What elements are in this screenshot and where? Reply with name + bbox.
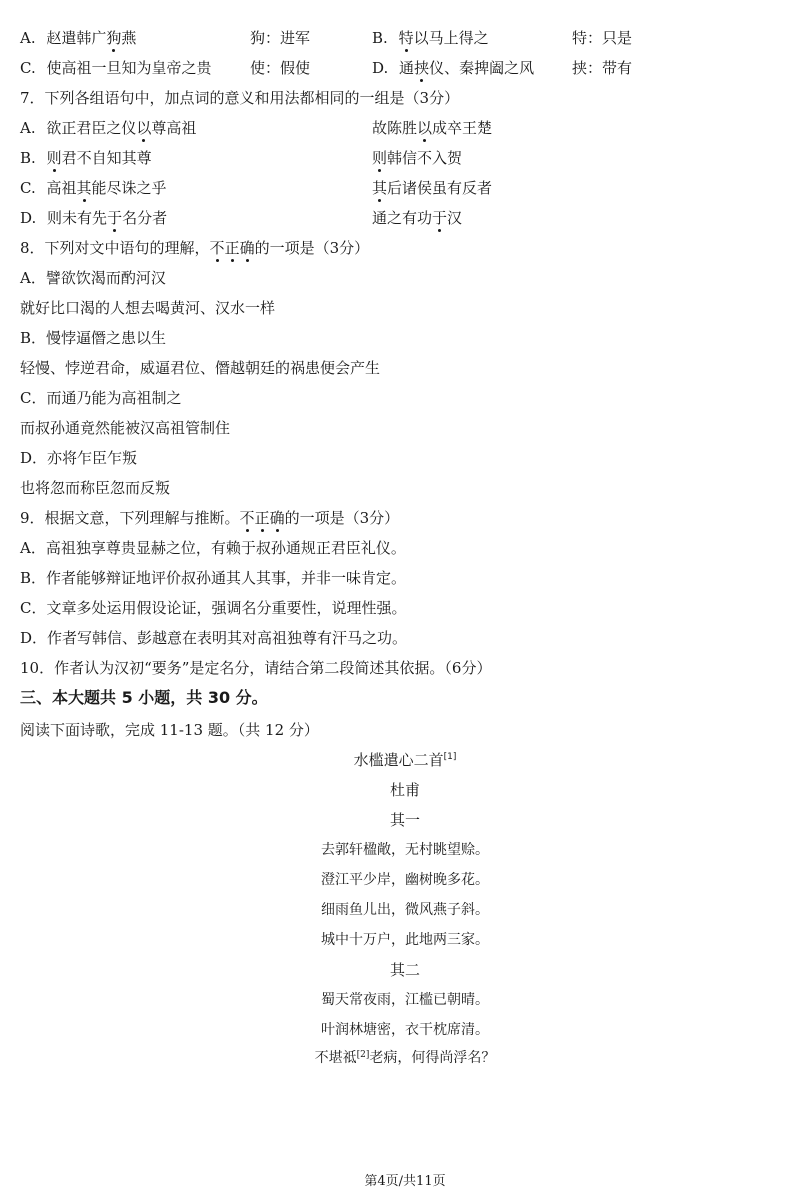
q7-option-b: B. 则君不自知其尊	[20, 149, 152, 167]
poem-line: 澄江平少岸，幽树晚多花。	[321, 872, 489, 888]
poem-author: 杜甫	[389, 781, 420, 799]
poem-line: 叶润林塘密，衣干枕席清。	[321, 1022, 489, 1038]
q8-option-a-translation: 就好比口渴的人想去喝黄河、汉水一样	[20, 299, 276, 317]
option-letter: A.	[20, 29, 36, 47]
poem-line: 细雨鱼儿出，微风燕子斜。	[321, 902, 489, 918]
q6-option-b: B. 特以马上得之	[372, 29, 489, 47]
q8-option-b: B．慢悖逼僭之患以生	[20, 329, 167, 347]
q8-option-c: C．而通乃能为高祖制之	[20, 389, 182, 407]
q6-note-a: 狗：进军	[250, 29, 311, 47]
q9-option-c: C．文章多处运用假设论证，强调名分重要性，说理性强。	[20, 599, 407, 617]
q7-option-c: C. 高祖其能尽诛之乎	[20, 179, 167, 197]
q8-option-b-translation: 轻慢、悖逆君命，威逼君位、僭越朝廷的祸患便会产生	[20, 359, 381, 377]
q9-option-b: B．作者能够辩证地评价叔孙通其人其事，并非一味肯定。	[20, 569, 407, 587]
q9-stem: 9．根据文意，下列理解与推断。不正确的一项是（3分）	[20, 509, 400, 527]
poem-line: 蜀天常夜雨，江槛已朝晴。	[321, 992, 489, 1008]
q8-option-d: D．亦将乍臣乍叛	[20, 449, 138, 467]
section-heading: 三、本大题共 5 小题，共 30 分。	[20, 688, 268, 707]
q7-option-c-compare: 其后诸侯虽有反者	[372, 179, 493, 197]
q7-option-a: A. 欲正君臣之仪以尊高祖	[20, 119, 197, 137]
q7-option-a-compare: 故陈胜以成卒王楚	[372, 119, 493, 137]
option-text: 赵遣韩广狗燕	[46, 29, 137, 47]
q8-option-c-translation: 而叔孙通竟然能被汉高祖管制住	[20, 419, 231, 437]
q9-option-a: A．高祖独享尊贵显赫之位，有赖于叔孙通规正君臣礼仪。	[20, 539, 406, 557]
page-footer: 第4页/共11页	[364, 1174, 446, 1189]
q9-option-d: D．作者写韩信、彭越意在表明其对高祖独尊有汗马之功。	[20, 629, 408, 647]
q8-option-a: A．譬欲饮渴而酌河汉	[20, 269, 166, 287]
poem-line: 不堪祗[2]老病，何得尚浮名？	[314, 1050, 496, 1066]
poem-part-heading: 其一	[389, 811, 420, 829]
poem-part-heading: 其二	[389, 961, 420, 979]
footnote-marker: [2]	[356, 1050, 370, 1060]
q7-stem: 7．下列各组语句中，加点词的意义和用法都相同的一组是（3分）	[20, 89, 460, 107]
emphasis-dotted: 不正确	[209, 239, 255, 257]
q7-option-d: D. 则未有先于名分者	[20, 209, 168, 227]
q8-option-d-translation: 也将忽而称臣忽而反叛	[20, 479, 171, 497]
q6-note-b: 特：只是	[572, 29, 633, 47]
section-intro: 阅读下面诗歌，完成 11-13 题。（共 12 分）	[20, 721, 319, 739]
poem-line: 城中十万户，此地两三家。	[321, 932, 489, 948]
q6-option-row-ab	[20, 28, 136, 48]
q6-note-d: 挟：带有	[572, 59, 633, 77]
footnote-marker: [1]	[443, 752, 457, 762]
q8-stem: 8．下列对文中语句的理解，不正确的一项是（3分）	[20, 239, 370, 257]
q6-option-d: D. 通挟仪、秦捭阖之风	[372, 59, 535, 77]
poem-title: 水槛遣心二首[1]	[353, 751, 457, 769]
poem-line: 去郭轩楹敞，无村眺望赊。	[321, 842, 489, 858]
q6-note-c: 使：假使	[250, 59, 311, 77]
q6-option-c: C. 使高祖一旦知为皇帝之贵	[20, 59, 212, 77]
q7-option-b-compare: 则韩信不入贺	[372, 149, 463, 167]
q10-stem: 10．作者认为汉初“要务”是定名分，请结合第二段简述其依据。（6分）	[20, 659, 492, 677]
q7-option-d-compare: 通之有功于汉	[372, 209, 463, 227]
